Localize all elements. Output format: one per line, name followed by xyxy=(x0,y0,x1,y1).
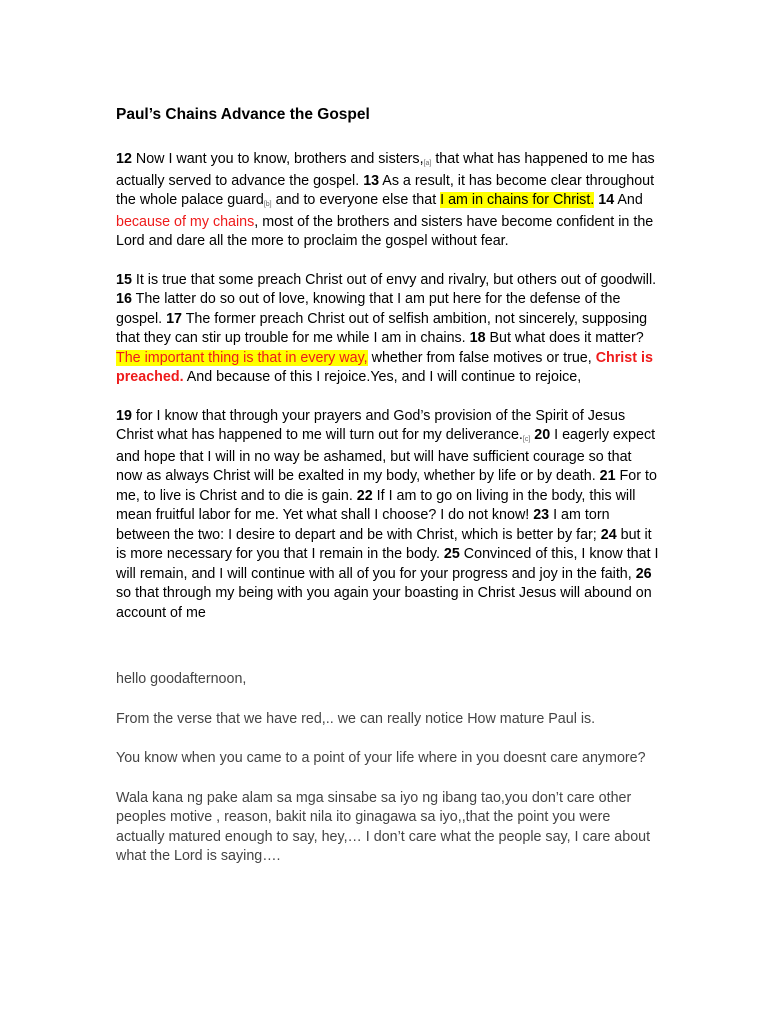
verse-number: 14 xyxy=(598,192,615,208)
verse-number: 12 xyxy=(116,151,132,167)
verse-number: 16 xyxy=(116,291,132,307)
verse-text: If I am to go on living in the body, this will mean fruitful labor for me. Yet what shall I choose? I do not know! xyxy=(116,487,636,523)
verse-text: but it is more necessary for you that I remain in the body. xyxy=(116,526,652,562)
verse-text: And xyxy=(614,192,643,208)
verse-text: The former preach Christ out of selfish ambition, not sincerely, supposing that they can stir up trouble for me while I am in chains. xyxy=(116,310,648,346)
reflection-paragraph-1: From the verse that we have red,.. we can really notice How mature Paul is. xyxy=(116,710,596,727)
verse-text: I am torn between the two: I desire to depart and be with Christ, which is better by far; xyxy=(116,507,610,543)
verse-number: 21 xyxy=(599,468,616,484)
scripture-paragraph-1 xyxy=(116,150,661,252)
red-bold-phrase: Christ is preached. xyxy=(116,349,653,385)
verse-text: I eagerly expect and hope that I will in no way be ashamed, but will have sufficient courage so that now as always Christ will be exalted in my body, whether by life or by death. xyxy=(116,427,656,484)
verse-number: 22 xyxy=(356,487,373,504)
verse-text: And because of this I rejoice.Yes, and I will continue to rejoice, xyxy=(183,369,582,385)
verse-text: Convinced of this, I know that I will remain, and I will continue with all of you for your progress and joy in the faith, xyxy=(116,546,659,582)
verse-number: 17 xyxy=(166,310,182,327)
verse-text: so that through my being with you again your boasting in Christ Jesus will abound on account of me xyxy=(116,585,652,621)
verse-number: 24 xyxy=(600,526,617,543)
verse-text: and to everyone else that xyxy=(271,192,441,208)
footnote-link[interactable]: [a] xyxy=(423,160,432,167)
verse-text: The latter do so out of love, knowing that I am put here for the defense of the gospel. xyxy=(116,291,621,327)
section-spacer xyxy=(116,642,661,670)
highlighted-red-phrase: The important thing is that in every way, xyxy=(116,349,368,366)
highlighted-phrase: I am in chains for Christ. xyxy=(440,192,595,208)
verse-number: 15 xyxy=(116,271,132,288)
verse-text: for I know that through your prayers and God’s provision of the Spirit of Jesus Christ what has happened to me will turn out for my deliverance. xyxy=(116,407,626,443)
reflection-paragraph-2: You know when you came to a point of your life where in you doesnt care anymore? xyxy=(116,750,646,766)
red-phrase: because of my chains xyxy=(116,213,255,230)
verse-text: It is true that some preach Christ out of envy and rivalry, but others out of goodwill. xyxy=(131,271,657,288)
verse-number: 26 xyxy=(635,565,652,582)
verse-text: But what does it matter? xyxy=(485,330,644,346)
reflection-paragraph-3: Wala kana ng pake alam sa mga sinsabe sa iyo ng ibang tao,you don’t care other peoples motive , reason, bakit nila ito ginagawa sa iyo,,that the point you were actually matured enough to say, hey,… I don’t care what the people say, I care about what the Lord is saying…. xyxy=(116,789,651,864)
verse-number: 19 xyxy=(116,407,132,424)
verse-text: For to me, to live is Christ and to die is gain. xyxy=(116,468,657,504)
scripture-paragraph-3 xyxy=(116,407,661,624)
verse-number: 25 xyxy=(443,546,460,562)
verse-number: 13 xyxy=(363,172,380,189)
verse-number: 20 xyxy=(534,427,551,443)
page-title: Paul’s Chains Advance the Gospel xyxy=(116,106,370,123)
verse-text: whether from false motives or true, xyxy=(367,349,596,366)
verse-text: , most of the brothers and sisters have become confident in the Lord and dare all the more to proclaim the gospel without fear. xyxy=(116,213,654,249)
verse-text: As a result, it has become clear throughout the whole palace guard xyxy=(116,172,655,208)
verse-number: 18 xyxy=(469,330,486,346)
verse-text: that what has happened to me has actually served to advance the gospel. xyxy=(116,151,655,189)
reflection-greeting: hello goodafternoon, xyxy=(116,671,247,687)
footnote-link[interactable]: [b] xyxy=(263,201,272,208)
verse-text: Now I want you to know, brothers and sisters, xyxy=(131,151,424,167)
document-body xyxy=(116,105,661,887)
verse-number: 23 xyxy=(533,507,550,523)
scripture-paragraph-2 xyxy=(116,271,661,388)
footnote-link[interactable]: [c] xyxy=(522,436,531,443)
